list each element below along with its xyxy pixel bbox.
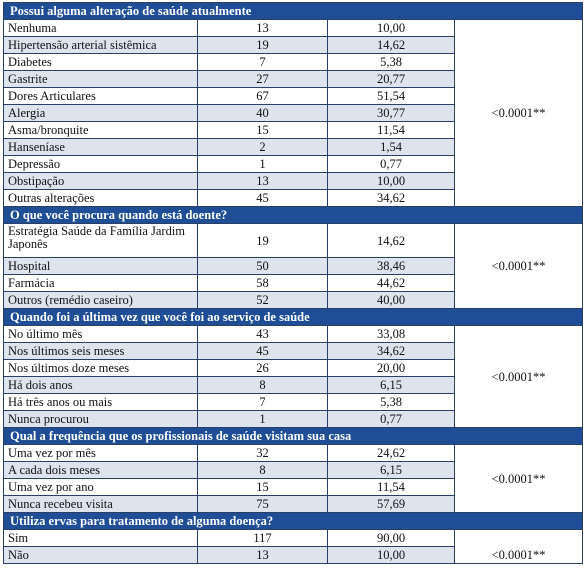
row-label: Dores Articulares (4, 88, 198, 105)
row-label: Uma vez por ano (4, 479, 198, 496)
table-row (4, 530, 583, 547)
row-label: Obstipação (4, 173, 198, 190)
row-label: Asma/bronquite (4, 122, 198, 139)
row-percent: 30,77 (328, 105, 455, 122)
row-label: Estratégia Saúde da Família Jardim Japonês (4, 224, 198, 258)
row-count: 52 (198, 292, 328, 309)
row-label: No último mês (4, 326, 198, 343)
row-label: Nunca procurou (4, 411, 198, 428)
row-count: 7 (198, 54, 328, 71)
section-title: Qual a frequência que os profissionais de saúde visitam sua casa (4, 428, 583, 445)
row-percent: 34,62 (328, 190, 455, 207)
row-percent: 5,38 (328, 394, 455, 411)
p-value: <0.0001** (455, 20, 583, 207)
row-label: Nos últimos seis meses (4, 343, 198, 360)
section-header (4, 3, 583, 20)
row-percent: 40,00 (328, 292, 455, 309)
row-label: Nos últimos doze meses (4, 360, 198, 377)
row-percent: 11,54 (328, 122, 455, 139)
row-label: Outros (remédio caseiro) (4, 292, 198, 309)
row-count: 58 (198, 275, 328, 292)
row-label: Gastrite (4, 71, 198, 88)
row-percent: 1,54 (328, 139, 455, 156)
section-title: O que você procura quando está doente? (4, 207, 583, 224)
row-label: Hipertensão arterial sistêmica (4, 37, 198, 54)
row-count: 40 (198, 105, 328, 122)
row-percent: 24,62 (328, 445, 455, 462)
row-percent: 90,00 (328, 530, 455, 547)
section-title: Possui alguma alteração de saúde atualmente (4, 3, 583, 20)
row-percent: 10,00 (328, 173, 455, 190)
row-label: Há dois anos (4, 377, 198, 394)
table-row (4, 20, 583, 37)
row-label: Hospital (4, 258, 198, 275)
row-percent: 57,69 (328, 496, 455, 513)
row-count: 27 (198, 71, 328, 88)
row-percent: 38,46 (328, 258, 455, 275)
row-count: 15 (198, 479, 328, 496)
row-count: 45 (198, 343, 328, 360)
table-row (4, 326, 583, 343)
row-percent: 10,00 (328, 547, 455, 564)
row-label: A cada dois meses (4, 462, 198, 479)
row-count: 8 (198, 377, 328, 394)
row-label: Alergia (4, 105, 198, 122)
row-percent: 51,54 (328, 88, 455, 105)
row-label: Há três anos ou mais (4, 394, 198, 411)
row-percent: 0,77 (328, 156, 455, 173)
row-percent: 6,15 (328, 462, 455, 479)
row-label: Uma vez por mês (4, 445, 198, 462)
row-count: 19 (198, 37, 328, 54)
section-title: Quando foi a última vez que você foi ao serviço de saúde (4, 309, 583, 326)
table-body (4, 3, 583, 564)
row-count: 13 (198, 20, 328, 37)
table-row (4, 445, 583, 462)
row-label: Outras alterações (4, 190, 198, 207)
row-count: 45 (198, 190, 328, 207)
row-percent: 11,54 (328, 479, 455, 496)
row-count: 7 (198, 394, 328, 411)
section-header (4, 207, 583, 224)
row-count: 1 (198, 156, 328, 173)
row-label: Nunca recebeu visita (4, 496, 198, 513)
p-value: <0.0001** (455, 224, 583, 309)
row-percent: 44,62 (328, 275, 455, 292)
row-percent: 20,77 (328, 71, 455, 88)
row-label: Farmácia (4, 275, 198, 292)
row-count: 32 (198, 445, 328, 462)
section-header (4, 428, 583, 445)
row-percent: 14,62 (328, 37, 455, 54)
section-header (4, 513, 583, 530)
p-value: <0.0001** (455, 445, 583, 513)
row-percent: 14,62 (328, 224, 455, 258)
row-label: Sim (4, 530, 198, 547)
row-percent: 6,15 (328, 377, 455, 394)
row-count: 50 (198, 258, 328, 275)
row-count: 117 (198, 530, 328, 547)
row-count: 26 (198, 360, 328, 377)
row-percent: 0,77 (328, 411, 455, 428)
row-percent: 34,62 (328, 343, 455, 360)
row-count: 8 (198, 462, 328, 479)
row-count: 75 (198, 496, 328, 513)
row-count: 19 (198, 224, 328, 258)
row-percent: 33,08 (328, 326, 455, 343)
row-label: Hanseníase (4, 139, 198, 156)
section-title: Utiliza ervas para tratamento de alguma doença? (4, 513, 583, 530)
p-value: <0.0001** (455, 326, 583, 428)
section-header (4, 309, 583, 326)
p-value: <0.0001** (455, 530, 583, 564)
row-label: Diabetes (4, 54, 198, 71)
row-label: Depressão (4, 156, 198, 173)
row-count: 13 (198, 547, 328, 564)
row-percent: 5,38 (328, 54, 455, 71)
row-count: 1 (198, 411, 328, 428)
row-count: 2 (198, 139, 328, 156)
row-label: Não (4, 547, 198, 564)
row-count: 15 (198, 122, 328, 139)
row-count: 13 (198, 173, 328, 190)
row-count: 43 (198, 326, 328, 343)
table-row (4, 224, 583, 258)
data-table (3, 2, 583, 564)
row-label: Nenhuma (4, 20, 198, 37)
row-percent: 20,00 (328, 360, 455, 377)
row-percent: 10,00 (328, 20, 455, 37)
row-count: 67 (198, 88, 328, 105)
